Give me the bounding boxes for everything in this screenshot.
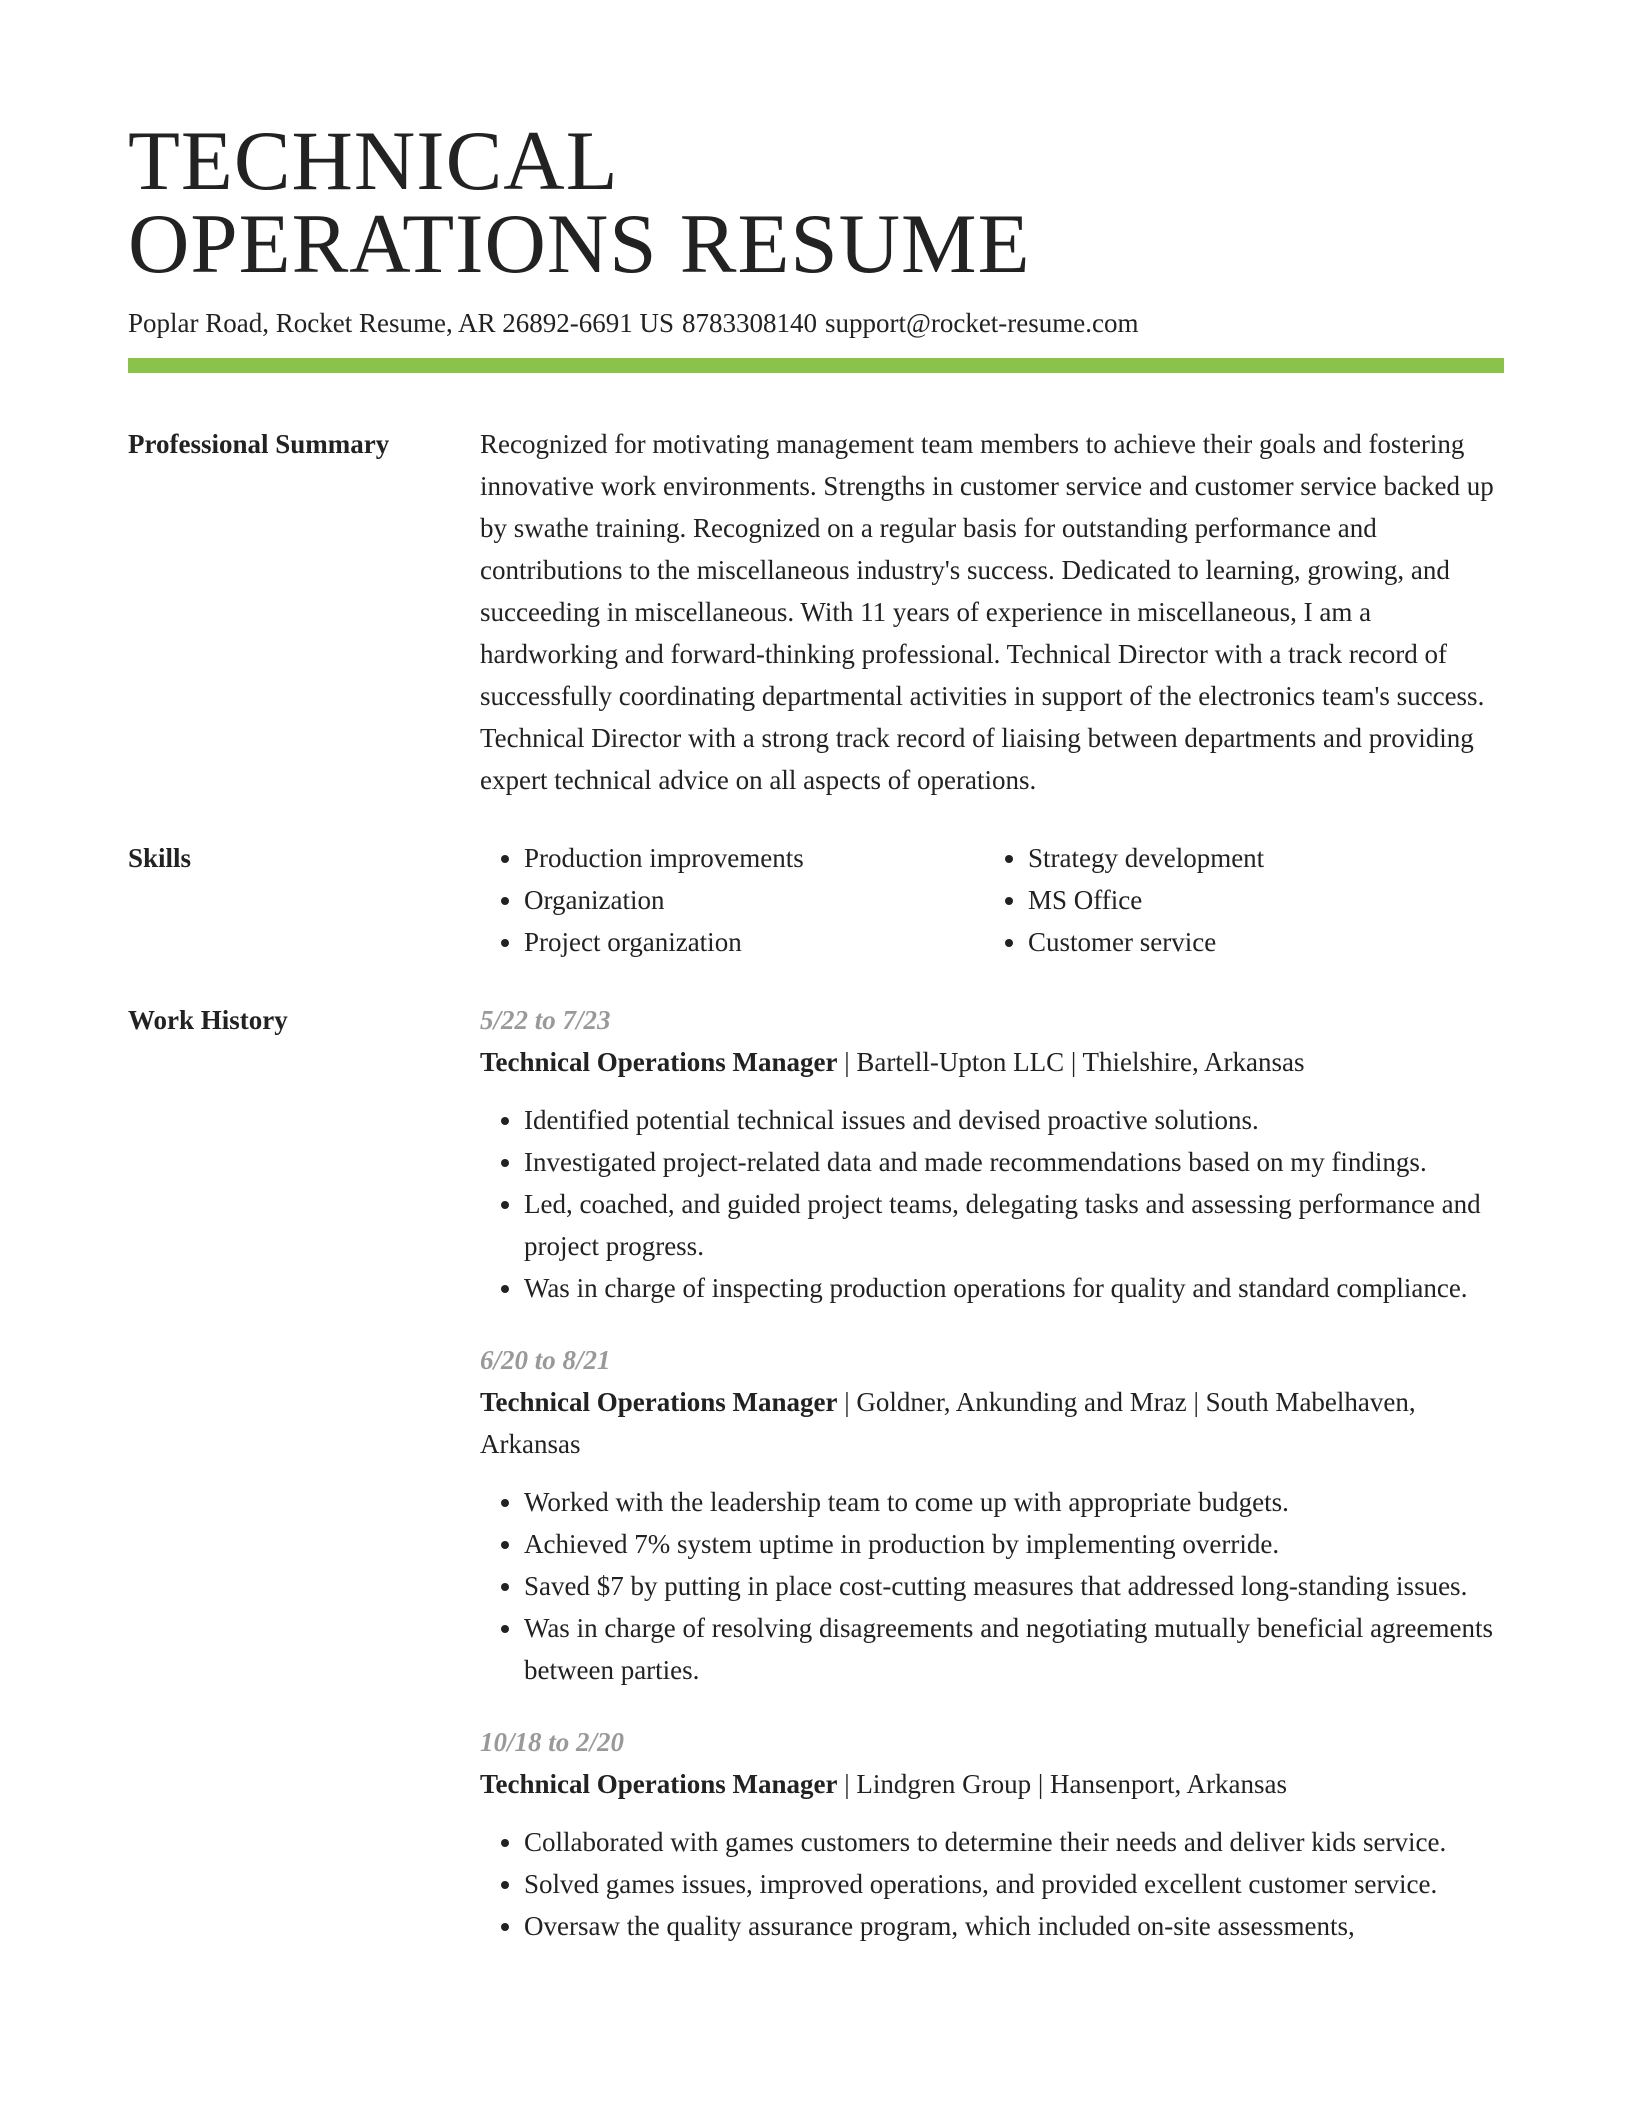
job-bullet: • Led, coached, and guided project teams, delegating tasks and assessing performance and project progress. — [524, 1183, 1504, 1267]
job-bullets — [480, 1481, 1504, 1691]
job-bullet: • Investigated project-related data and made recommendations based on my findings. — [524, 1141, 1504, 1183]
section-title-work-history: Work History — [128, 1005, 288, 1035]
job-details: | Goldner, Ankunding and Mraz | South Mabelhaven, Arkansas — [480, 1387, 1416, 1459]
contact-phone: 8783308140 — [681, 308, 817, 338]
job-dates: 6/20 to 8/21 — [480, 1345, 611, 1375]
skills-column-2 — [984, 837, 1504, 963]
summary-text: Recognized for motivating management team members to achieve their goals and fostering innovative work environments. Strengths in customer service and customer service backed up by swathe training. Recognized on a regular basis for outstanding performance and contributions to the miscellaneous industry's success. Dedicated to learning, growing, and succeeding in miscellaneous. With 11 years of experience in miscellaneous, I am a hardworking and forward-thinking professional. Technical Director with a track record of successfully coordinating departmental activities in support of the electronics team's success. Technical Director with a strong track record of liaising between departments and providing expert technical advice on all aspects of operations. — [480, 429, 1494, 795]
job-heading — [480, 1763, 1504, 1805]
skill-item: • Organization — [524, 879, 984, 921]
job-bullet: • Was in charge of resolving disagreements and negotiating mutually beneficial agreements between parties. — [524, 1607, 1504, 1691]
resume-title — [128, 114, 1504, 291]
skill-item: • Project organization — [524, 921, 984, 963]
skills-column-1 — [480, 837, 984, 963]
job-title: Technical Operations Manager — [480, 1387, 838, 1417]
job-bullet: • Saved $7 by putting in place cost-cutting measures that addressed long-standing issues. — [524, 1565, 1504, 1607]
resume-title-line2: OPERATIONS RESUME — [128, 197, 1031, 291]
summary-body — [480, 423, 1504, 801]
skills-grid — [480, 837, 1504, 963]
section-professional-summary — [128, 423, 1504, 801]
job-bullet: • Solved games issues, improved operations, and provided excellent customer service. — [524, 1863, 1504, 1905]
job-entry — [480, 1339, 1504, 1691]
skill-item: • Strategy development — [1028, 837, 1504, 879]
skill-item: • Customer service — [1028, 921, 1504, 963]
job-heading — [480, 1381, 1504, 1465]
job-entry — [480, 1721, 1504, 1947]
job-details: | Bartell-Upton LLC | Thielshire, Arkansas — [837, 1047, 1305, 1077]
job-heading — [480, 1041, 1504, 1083]
job-dates: 5/22 to 7/23 — [480, 1005, 611, 1035]
resume-page — [128, 114, 1504, 1977]
job-bullet: • Identified potential technical issues and devised proactive solutions. — [524, 1099, 1504, 1141]
contact-line — [128, 306, 1504, 340]
skills-body — [480, 837, 1504, 963]
section-title-skills: Skills — [128, 843, 192, 873]
skill-item: • Production improvements — [524, 837, 984, 879]
work-history-body — [480, 999, 1504, 1977]
job-bullet: • Oversaw the quality assurance program, which included on-site assessments, — [524, 1905, 1504, 1947]
section-title-summary: Professional Summary — [128, 429, 390, 459]
contact-email: support@rocket-resume.com — [824, 308, 1139, 338]
section-work-history — [128, 999, 1504, 1977]
job-title: Technical Operations Manager — [480, 1047, 838, 1077]
job-dates: 10/18 to 2/20 — [480, 1727, 625, 1757]
resume-title-line1: TECHNICAL — [128, 114, 619, 208]
job-bullets — [480, 1821, 1504, 1947]
header-divider — [128, 358, 1504, 373]
job-entry — [480, 999, 1504, 1309]
job-details: | Lindgren Group | Hansenport, Arkansas — [837, 1769, 1287, 1799]
job-bullets — [480, 1099, 1504, 1309]
skill-item: • MS Office — [1028, 879, 1504, 921]
job-bullet: • Collaborated with games customers to determine their needs and deliver kids service. — [524, 1821, 1504, 1863]
job-bullet: • Achieved 7% system uptime in production by implementing override. — [524, 1523, 1504, 1565]
section-skills — [128, 837, 1504, 963]
job-title: Technical Operations Manager — [480, 1769, 838, 1799]
job-bullet: • Was in charge of inspecting production operations for quality and standard compliance. — [524, 1267, 1504, 1309]
job-bullet: • Worked with the leadership team to come up with appropriate budgets. — [524, 1481, 1504, 1523]
contact-address: Poplar Road, Rocket Resume, AR 26892-6691 US — [128, 308, 674, 338]
